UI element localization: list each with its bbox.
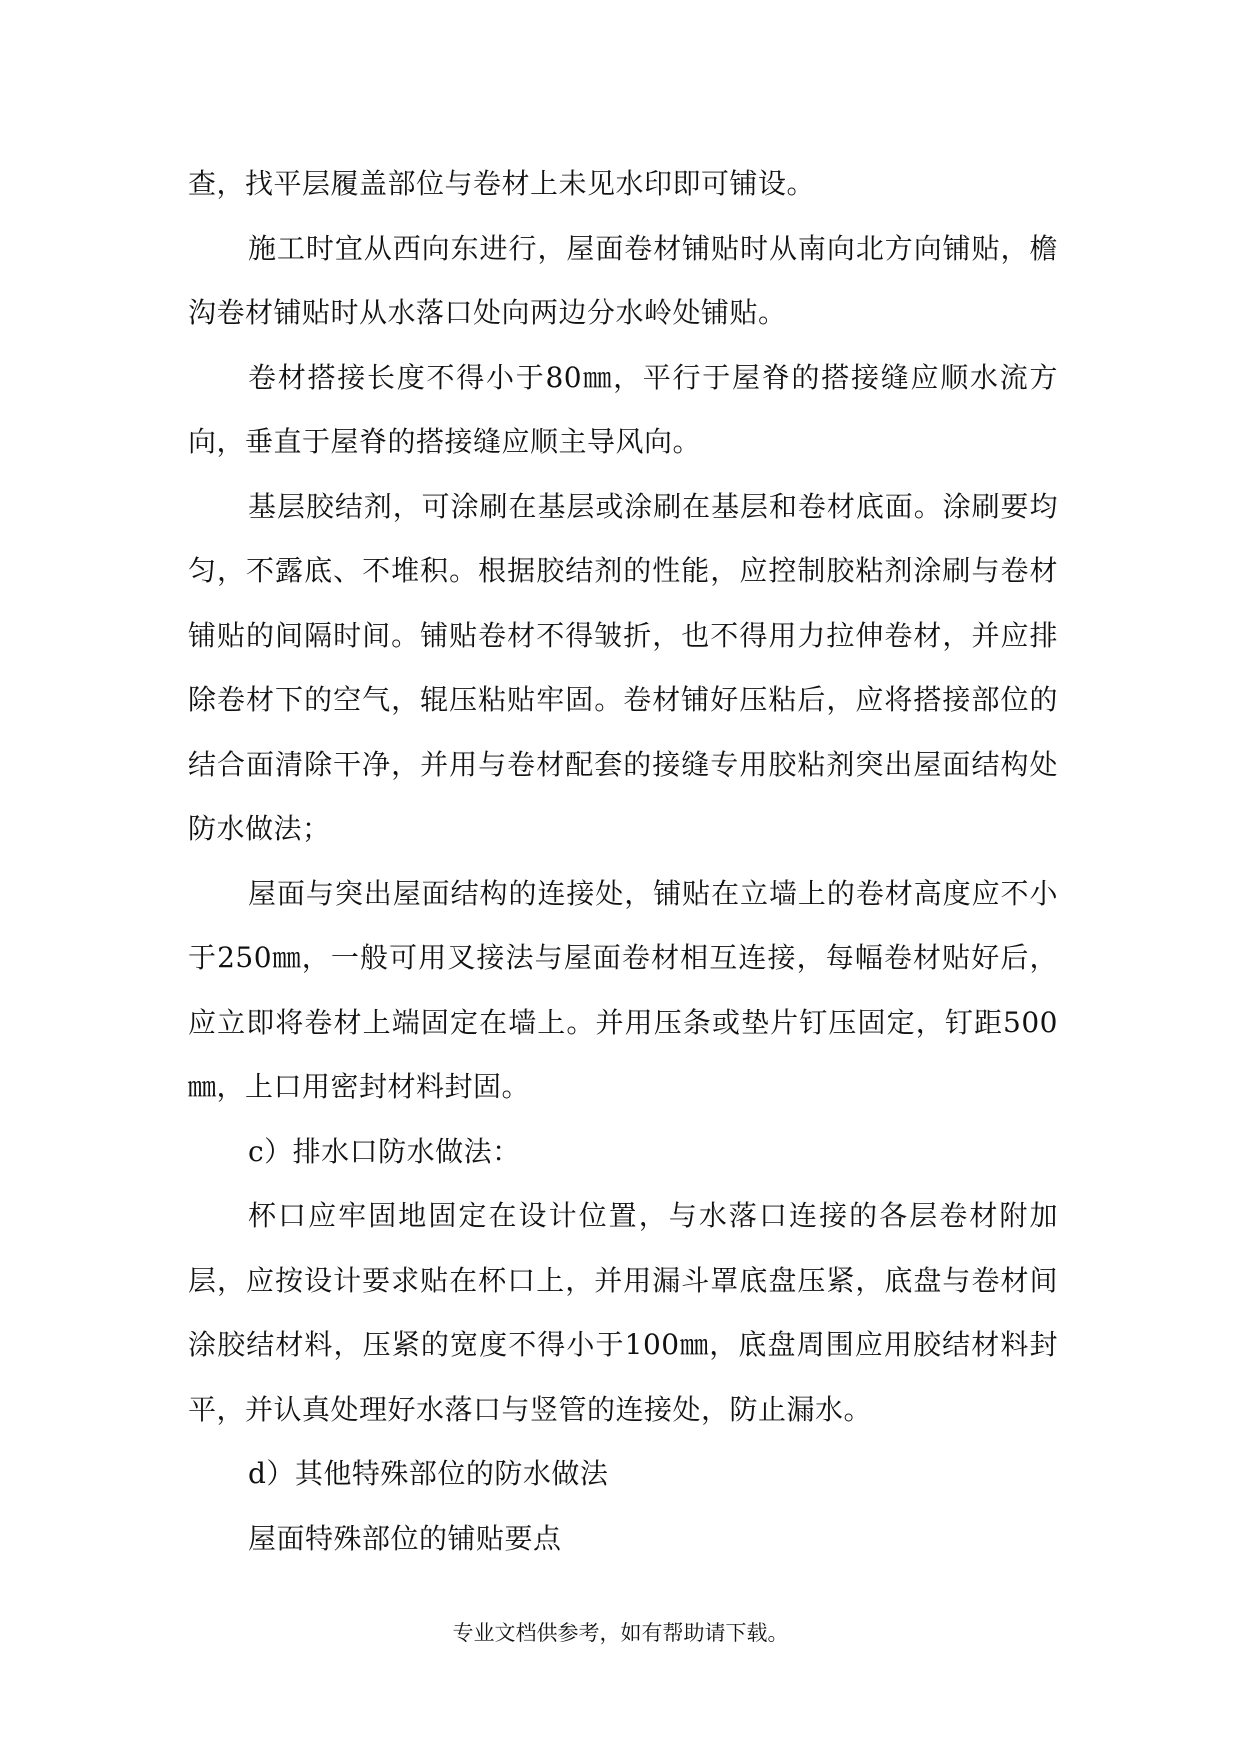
paragraph-special-parts-points: 屋面特殊部位的铺贴要点 xyxy=(248,1521,562,1555)
paragraph-drain-cup: 杯口应牢固地固定在设计位置，与水落口连接的各层卷材附加层，应按设计要求贴在杯口上，并用漏斗罩底盘压紧，底盘与卷材间涂胶结材料，压紧的宽度不得小于100㎜，底盘周围应用胶结材料封平，并认真处理好水落口与竖管的连接处，防止漏水。 xyxy=(188,1199,1058,1426)
paragraph-wall-junction: 屋面与突出屋面结构的连接处，铺贴在立墙上的卷材高度应不小于250㎜，一般可用叉接法与屋面卷材相互连接，每幅卷材贴好后，应立即将卷材上端固定在墙上。并用压条或垫片钉压固定，钉距500㎜，上口用密封材料封固。 xyxy=(188,876,1058,1103)
heading-special-parts: d）其他特殊部位的防水做法 xyxy=(248,1457,609,1490)
paragraph-base-adhesive: 基层胶结剂，可涂刷在基层或涂刷在基层和卷材底面。涂刷要均匀，不露底、不堆积。根据胶结剂的性能，应控制胶粘剂涂刷与卷材铺贴的间隔时间。铺贴卷材不得皱折，也不得用力拉伸卷材，并应排除卷材下的空气，辊压粘贴牢固。卷材铺好压粘后，应将搭接部位的结合面清除干净，并用与卷材配套的接缝专用胶粘剂突出屋面结构处防水做法； xyxy=(188,489,1058,845)
paragraph-overlap-length: 卷材搭接长度不得小于80㎜，平行于屋脊的搭接缝应顺水流方向，垂直于屋脊的搭接缝应顺主导风向。 xyxy=(188,360,1058,458)
document-body xyxy=(188,152,1058,1571)
heading-drain-waterproofing: c）排水口防水做法： xyxy=(248,1134,521,1168)
paragraph-construction-direction: 施工时宜从西向东进行，屋面卷材铺贴时从南向北方向铺贴，檐沟卷材铺贴时从水落口处向两边分水岭处铺贴。 xyxy=(188,231,1058,329)
page-footer: 专业文档供参考，如有帮助请下载。 xyxy=(452,1621,789,1645)
paragraph-continuation: 查，找平层履盖部位与卷材上未见水印即可铺设。 xyxy=(188,167,816,200)
